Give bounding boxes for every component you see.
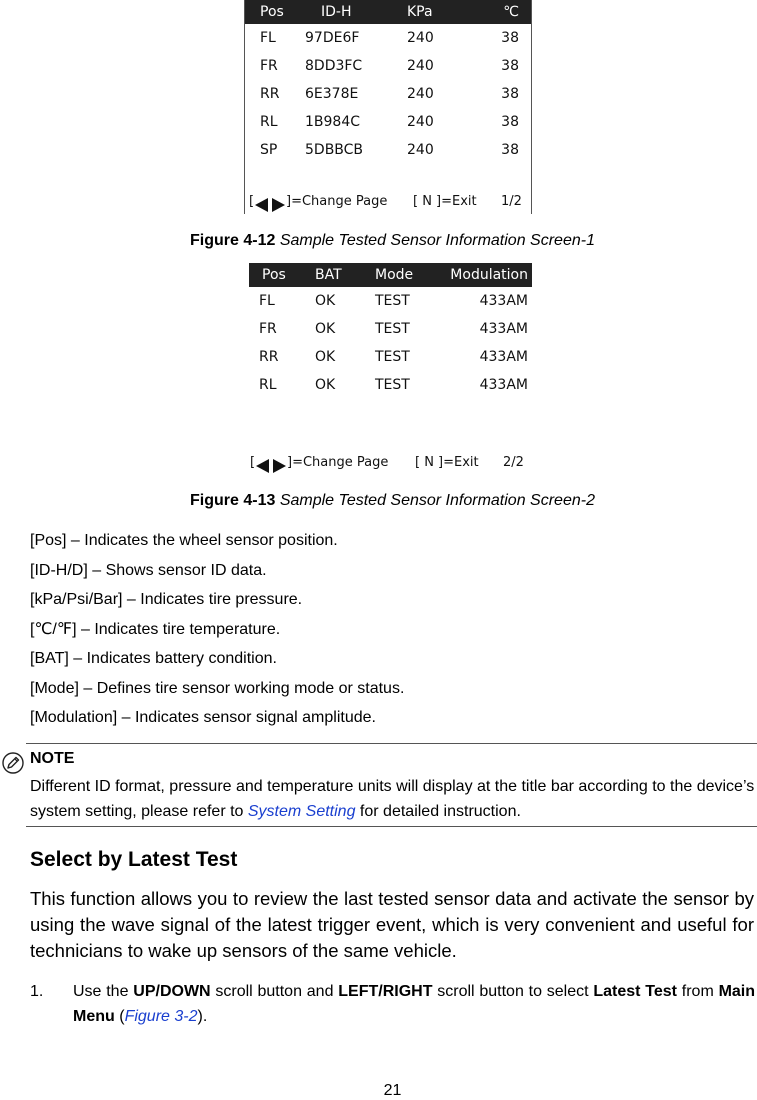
definition-pos: [Pos] – Indicates the wheel sensor position. bbox=[30, 532, 338, 549]
cell-pos: RR bbox=[260, 86, 280, 102]
header-temp: ℃ bbox=[503, 4, 519, 20]
footer-exit: [ N ]=Exit bbox=[415, 455, 479, 470]
footer-change-page: ]=Change Page bbox=[286, 194, 388, 209]
cell-kpa: 240 bbox=[407, 142, 434, 158]
section-paragraph: This function allows you to review the last tested sensor data and activate the sensor by using the wave signal of the latest trigger event, which is very convenient and useful for technicians to wake up sensors of the same vehicle. bbox=[30, 888, 754, 961]
cell-kpa: 240 bbox=[407, 58, 434, 74]
step-text-part: Use the bbox=[73, 983, 134, 1000]
step-bold-main-menu: Main Menu bbox=[73, 983, 756, 1025]
cell-pos: FR bbox=[259, 321, 277, 337]
table-row bbox=[249, 371, 532, 399]
step-text-part: ( bbox=[114, 1008, 125, 1025]
cell-bat: OK bbox=[315, 349, 336, 365]
cell-id: 97DE6F bbox=[305, 30, 360, 46]
cell-mode: TEST bbox=[375, 349, 410, 365]
field-definitions bbox=[30, 528, 404, 735]
header-kpa: KPa bbox=[407, 4, 433, 20]
cell-bat: OK bbox=[315, 377, 336, 393]
figure-caption-1 bbox=[0, 232, 757, 250]
cell-modulation: 433AM bbox=[479, 293, 528, 309]
cell-temp: 38 bbox=[501, 86, 519, 102]
caption-text: Sample Tested Sensor Information Screen-1 bbox=[279, 232, 595, 249]
definition-pressure: [kPa/Psi/Bar] – Indicates tire pressure. bbox=[30, 591, 303, 608]
pencil-icon bbox=[2, 752, 24, 779]
cell-kpa: 240 bbox=[407, 114, 434, 130]
table-row bbox=[249, 343, 532, 371]
header-pos: Pos bbox=[262, 267, 286, 283]
figure-3-2-link[interactable]: Figure 3-2 bbox=[124, 1008, 198, 1025]
table-row bbox=[245, 24, 531, 52]
cell-pos: RR bbox=[259, 349, 279, 365]
note-text bbox=[30, 774, 757, 824]
cell-mode: TEST bbox=[375, 377, 410, 393]
cell-pos: FL bbox=[260, 30, 276, 46]
cell-pos: RL bbox=[259, 377, 277, 393]
footer-change-page: ]=Change Page bbox=[287, 455, 389, 470]
note-text-tail: for detailed instruction. bbox=[355, 803, 521, 820]
header-pos: Pos bbox=[260, 4, 284, 20]
step-bold-updown: UP/DOWN bbox=[133, 983, 211, 1000]
cell-mode: TEST bbox=[375, 321, 410, 337]
cell-modulation: 433AM bbox=[479, 377, 528, 393]
cell-modulation: 433AM bbox=[479, 349, 528, 365]
screen1-title-bar bbox=[245, 0, 531, 24]
system-setting-link[interactable]: System Setting bbox=[247, 803, 356, 820]
footer-page-indicator: 1/2 bbox=[501, 194, 522, 209]
caption-text: Sample Tested Sensor Information Screen-2 bbox=[279, 492, 595, 509]
screen2-title-bar bbox=[249, 263, 532, 287]
table-row bbox=[245, 108, 531, 136]
footer-page-indicator: 2/2 bbox=[503, 455, 524, 470]
left-right-arrows-icon bbox=[255, 195, 285, 215]
footer-bracket: [ bbox=[249, 194, 255, 209]
header-mode: Mode bbox=[375, 267, 414, 283]
header-bat: BAT bbox=[315, 267, 342, 283]
note-text-body: Different ID format, pressure and temperature units will display at the title bar according to the device’s system setting, please refer to bbox=[30, 778, 755, 820]
table-row bbox=[249, 315, 532, 343]
cell-id: 5DBBCB bbox=[305, 142, 364, 158]
footer-bracket: [ bbox=[250, 455, 256, 470]
sensor-info-screen-2 bbox=[249, 263, 532, 475]
section-heading: Select by Latest Test bbox=[30, 848, 238, 871]
cell-bat: OK bbox=[315, 321, 336, 337]
definition-temperature: [℃/℉] – Indicates tire temperature. bbox=[30, 620, 281, 638]
cell-id: 6E378E bbox=[305, 86, 359, 102]
step-text-part: ). bbox=[197, 1008, 208, 1025]
step-number: 1. bbox=[30, 983, 44, 1000]
table-row bbox=[249, 287, 532, 315]
table-row bbox=[245, 52, 531, 80]
left-right-arrows-icon bbox=[256, 456, 286, 476]
cell-kpa: 240 bbox=[407, 30, 434, 46]
cell-temp: 38 bbox=[501, 30, 519, 46]
page-number: 21 bbox=[383, 1082, 402, 1099]
step-text bbox=[73, 979, 755, 1029]
header-modulation: Modulation bbox=[450, 267, 528, 283]
step-bold-leftright: LEFT/RIGHT bbox=[338, 983, 433, 1000]
figure-caption-2 bbox=[0, 492, 757, 510]
cell-bat: OK bbox=[315, 293, 336, 309]
cell-pos: FR bbox=[260, 58, 278, 74]
footer-exit: [ N ]=Exit bbox=[413, 194, 477, 209]
cell-pos: SP bbox=[260, 142, 278, 158]
cell-pos: FL bbox=[259, 293, 275, 309]
step-text-part: scroll button and bbox=[210, 983, 339, 1000]
note-title: NOTE bbox=[30, 750, 75, 767]
step-text-part: scroll button to select bbox=[432, 983, 594, 1000]
cell-modulation: 433AM bbox=[479, 321, 528, 337]
cell-id: 1B984C bbox=[305, 114, 361, 130]
table-row bbox=[245, 136, 531, 164]
header-id: ID-H bbox=[321, 4, 352, 20]
caption-label: Figure 4-12 bbox=[190, 232, 276, 249]
caption-label: Figure 4-13 bbox=[190, 492, 276, 509]
note-box bbox=[26, 743, 757, 827]
definition-modulation: [Modulation] – Indicates sensor signal amplitude. bbox=[30, 709, 376, 726]
step-text-part: from bbox=[676, 983, 719, 1000]
cell-id: 8DD3FC bbox=[305, 58, 363, 74]
definition-battery: [BAT] – Indicates battery condition. bbox=[30, 650, 277, 667]
definition-id: [ID-H/D] – Shows sensor ID data. bbox=[30, 561, 267, 579]
cell-kpa: 240 bbox=[407, 86, 434, 102]
cell-mode: TEST bbox=[375, 293, 410, 309]
cell-temp: 38 bbox=[501, 58, 519, 74]
cell-temp: 38 bbox=[501, 142, 519, 158]
cell-temp: 38 bbox=[501, 114, 519, 130]
table-row bbox=[245, 80, 531, 108]
definition-mode: [Mode] – Defines tire sensor working mode or status. bbox=[30, 679, 405, 697]
step-bold-latest-test: Latest Test bbox=[593, 983, 677, 1000]
sensor-info-screen-1 bbox=[244, 0, 532, 214]
cell-pos: RL bbox=[260, 114, 278, 130]
